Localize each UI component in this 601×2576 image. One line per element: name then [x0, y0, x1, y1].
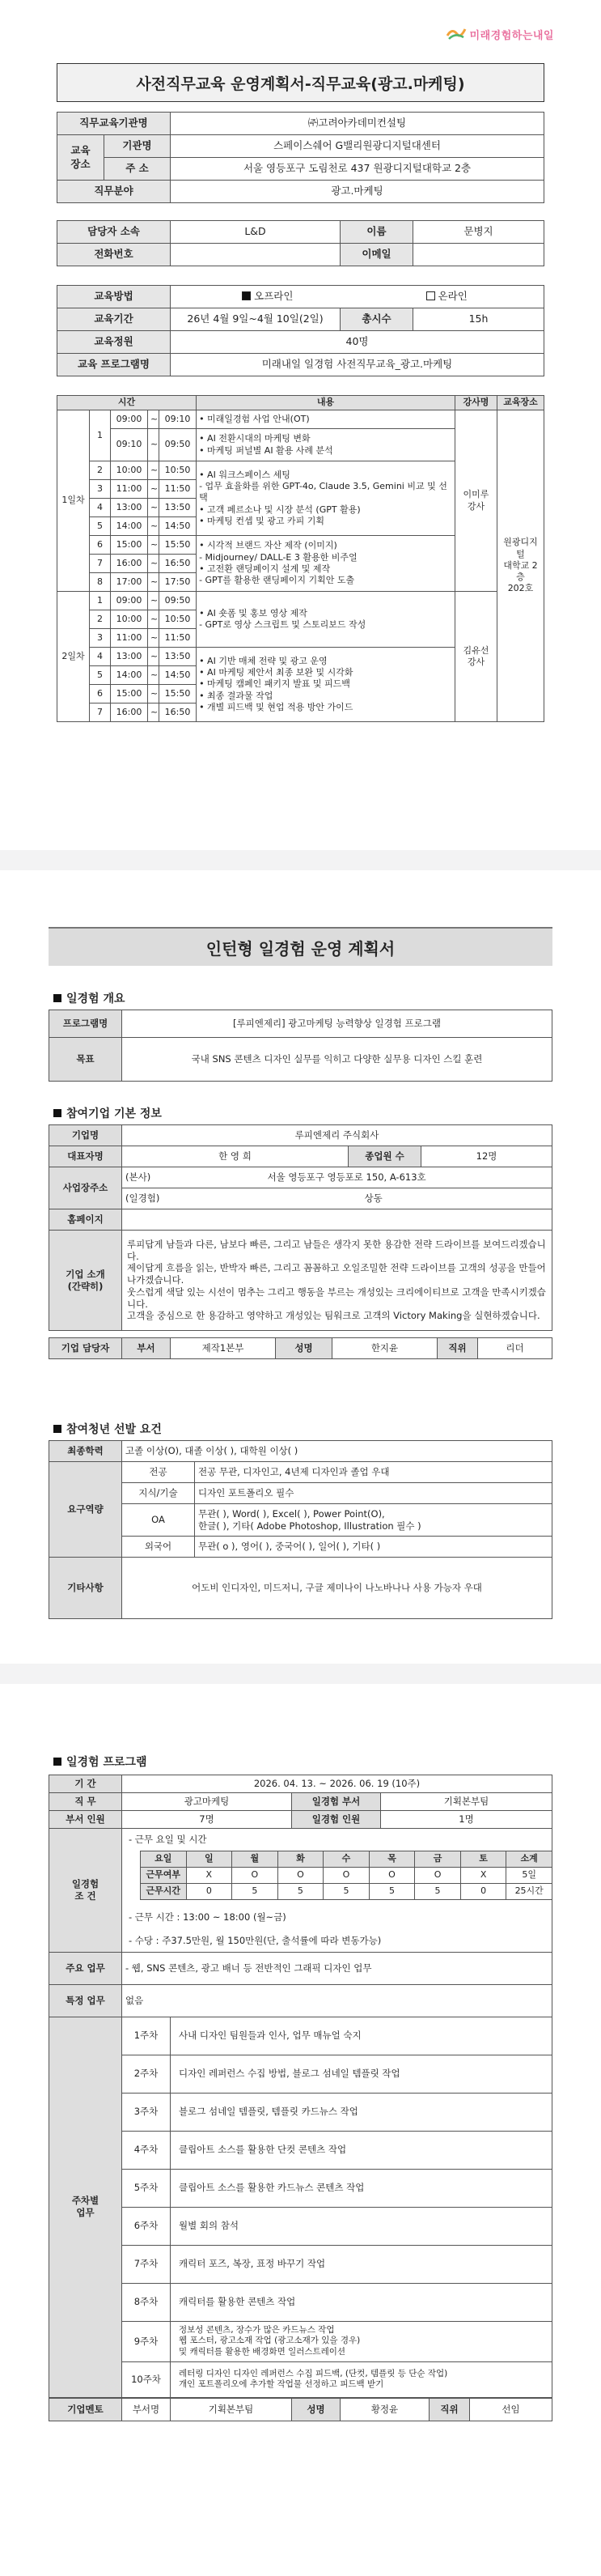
- institution-table: [57, 112, 544, 203]
- goal-value: 국내 SNS 콘텐츠 디자인 실무를 익히고 다양한 실무용 디자인 스킬 훈련: [122, 1038, 552, 1082]
- schedule-header-time: 시간: [57, 396, 197, 410]
- hours-cell: 0: [186, 1883, 232, 1899]
- ceo-value: 한 영 희: [122, 1146, 349, 1167]
- manager-dept-label: 담당자 소속: [57, 221, 171, 244]
- job-field-value: 광고.마케팅: [171, 181, 544, 203]
- tilde: ~: [148, 536, 159, 555]
- content-shortform: • AI 숏폼 및 홍보 영상 제작 - GPT로 영상 스크립트 및 스토리보드 작성: [197, 592, 455, 648]
- oa-label: OA: [122, 1504, 195, 1537]
- manager-phone-label: 전화번호: [57, 244, 171, 266]
- mentor-name-label: 성명: [292, 2398, 341, 2421]
- content-ot: • 미래일경험 사업 안내(OT): [197, 410, 455, 429]
- day2-label: 2일차: [57, 592, 90, 722]
- intro-value: 루피답게 남들과 다른, 남보다 빠른, 그리고 남들은 생각지 못한 용감한 전략 드라이브를 보여드리겠습니다. 제이답게 흐름을 읽는, 반박자 빠른, 그리고 꼼꼼하고 오일조밀한 전략 드라이브를 고객의 성공을 만들어 나가겠습니다. 웃스럽게 색달 있는 시선이 멈추는 그리고 행동을 부르는 개성있는 크리에이티브로 고객을 만족시키겠습니다. 고객을 중심으로 한 용감하고 영약하고 개성있는 팀워크로 고객의 Victory Making을 실현하겠습니다.: [122, 1231, 552, 1331]
- work-row-label: 근무여부: [141, 1867, 187, 1883]
- place-address-label: 주 소: [104, 158, 171, 181]
- session-end: 15:50: [159, 685, 197, 704]
- session-num: 5: [90, 517, 111, 536]
- session-start: 09:10: [111, 429, 148, 461]
- place-name-label: 기관명: [104, 135, 171, 158]
- manager-name-label: 성명: [276, 1338, 332, 1359]
- tilde: ~: [148, 480, 159, 499]
- session-start: 15:00: [111, 685, 148, 704]
- conditions-time: - 근무 시간 : 13:00 ~ 18:00 (월~금): [129, 1911, 286, 1923]
- place-name-value: 스페이스쉐어 G밸리원광디지털대센터: [171, 135, 544, 158]
- manager-phone-value: [171, 244, 341, 266]
- session-end: 17:50: [159, 573, 197, 592]
- goal-label: 목표: [49, 1038, 122, 1082]
- hours-cell: 5: [232, 1883, 278, 1899]
- day-header: 토: [460, 1851, 506, 1867]
- manager-position-label: 직위: [438, 1338, 478, 1359]
- week-label: 4주차: [122, 2131, 171, 2169]
- mentor-label: 기업멘토: [49, 2398, 122, 2421]
- manager-name-value: 문병지: [413, 221, 544, 244]
- job-label: 직 무: [49, 1793, 122, 1811]
- square-bullet-icon: [53, 1758, 61, 1766]
- special-task-value: 없음: [122, 1984, 552, 2017]
- company-table: [49, 1124, 552, 1359]
- address-hq-value: 서울 영등포구 영등포로 150, A-613호: [252, 1167, 552, 1188]
- program-name-label: 프로그램명: [49, 1010, 122, 1038]
- work-cell: X: [460, 1867, 506, 1883]
- session-start: 14:00: [111, 666, 148, 685]
- week-task: 사내 디자인 팀원들과 인사, 업무 매뉴얼 숙지: [171, 2017, 552, 2055]
- week-label: 5주차: [122, 2169, 171, 2207]
- special-task-label: 특정 업무: [49, 1984, 122, 2017]
- company-heading-text: 참여기업 기본 정보: [66, 1107, 162, 1120]
- session-end: 11:50: [159, 480, 197, 499]
- tilde: ~: [148, 517, 159, 536]
- session-start: 13:00: [111, 499, 148, 517]
- tilde: ~: [148, 648, 159, 666]
- square-bullet-icon: [53, 1425, 61, 1433]
- square-bullet-icon: [53, 994, 61, 1002]
- session-num: 3: [90, 629, 111, 648]
- tilde: ~: [148, 629, 159, 648]
- page-title: 사전직무교육 운영계획서-직무교육(광고.마케팅): [57, 63, 544, 102]
- week-task: 클립아트 소스를 활용한 단컷 콘텐츠 작업: [171, 2131, 552, 2169]
- week-label: 7주차: [122, 2245, 171, 2283]
- section-company-heading: [53, 1105, 162, 1121]
- dept-value: 기획본부팀: [381, 1793, 552, 1811]
- checkbox-empty-icon: [426, 291, 435, 300]
- week-task: 레터링 디자인 디자인 레퍼런스 수집 피드백, (단컷, 템플릿 등 단순 작업) 개인 포트폴리오에 추가할 작업물 선정하고 피드백 받기: [171, 2361, 552, 2397]
- day-header: 일: [186, 1851, 232, 1867]
- language-label: 외국어: [122, 1537, 195, 1558]
- manager-email-label: 이메일: [341, 244, 413, 266]
- session-num: 3: [90, 480, 111, 499]
- mentor-name-value: 황정윤: [341, 2398, 430, 2421]
- manager-dept-value: L&D: [171, 221, 341, 244]
- week-label: 10주차: [122, 2361, 171, 2397]
- session-end: 13:50: [159, 499, 197, 517]
- session-start: 13:00: [111, 648, 148, 666]
- session-end: 10:50: [159, 461, 197, 480]
- program-name-value: [루피엔제리] 광고마케팅 능력향상 일경험 프로그램: [122, 1010, 552, 1038]
- session-num: 8: [90, 573, 111, 592]
- hours-label: 총시수: [341, 308, 413, 331]
- manager-table: [57, 220, 544, 266]
- intern-count-label: 일경험 인원: [292, 1811, 381, 1829]
- work-cell: O: [232, 1867, 278, 1883]
- dept-count-label: 부서 인원: [49, 1811, 122, 1829]
- hours-row-label: 근무시간: [141, 1883, 187, 1899]
- content-visual: • 시각적 브랜드 자산 제작 (이미지) - Midjourney/ DALL-E 3 활용한 비주얼 • 고전환 랜딩페이지 설계 및 제작 - GPT를 활용한 랜딩페이지 기획안 도출: [197, 536, 455, 592]
- program-label: 교육 프로그램명: [57, 354, 171, 376]
- etc-label: 기타사항: [49, 1558, 122, 1619]
- intern-count-value: 1명: [381, 1811, 552, 1829]
- requirements-heading-text: 참여청년 선발 요건: [66, 1423, 162, 1436]
- session-end: 09:50: [159, 429, 197, 461]
- work-cell: X: [186, 1867, 232, 1883]
- place-address-value: 서울 영등포구 도림천로 437 원광디지털대학교 2층: [171, 158, 544, 181]
- session-end: 09:10: [159, 410, 197, 429]
- day-header: 소계: [506, 1851, 552, 1867]
- employees-value: 12명: [421, 1146, 552, 1167]
- period-value: 2026. 04. 13. ~ 2026. 06. 19 (10주): [122, 1775, 552, 1793]
- session-num: 6: [90, 536, 111, 555]
- task-value: - 웹, SNS 콘텐츠, 광고 배너 등 전반적인 그래픽 디자인 업무: [122, 1952, 552, 1984]
- company-name-label: 기업명: [49, 1125, 122, 1146]
- tilde: ~: [148, 555, 159, 573]
- session-start: 11:00: [111, 629, 148, 648]
- section-overview-heading: [53, 990, 125, 1006]
- square-bullet-icon: [53, 1109, 61, 1117]
- homepage-label: 홈페이지: [49, 1209, 122, 1231]
- logo-icon: [446, 26, 467, 42]
- major-label: 전공: [122, 1462, 195, 1483]
- week-task: 정보성 콘텐츠, 장수가 많은 카드뉴스 작업 웹 포스터, 광고소재 작업 (광고소재가 있을 경우) 및 캐릭터를 활용한 배경화면 일러스트레이션: [171, 2321, 552, 2361]
- manager-dept-value: 제작1본부: [171, 1338, 276, 1359]
- employees-label: 종업원 수: [349, 1146, 421, 1167]
- competency-label: 요구역량: [49, 1462, 122, 1558]
- tilde: ~: [148, 704, 159, 722]
- session-start: 09:00: [111, 410, 148, 429]
- hours-cell: 5: [324, 1883, 370, 1899]
- session-end: 14:50: [159, 517, 197, 536]
- page-1: [0, 0, 601, 850]
- day-header: 수: [324, 1851, 370, 1867]
- mentor-position-label: 직위: [430, 2398, 470, 2421]
- work-cell: O: [324, 1867, 370, 1883]
- week-task: 캐릭터를 활용한 콘텐츠 작업: [171, 2283, 552, 2321]
- checkbox-checked-icon: [242, 291, 251, 300]
- hours-value: 15h: [413, 308, 544, 331]
- section-program-heading: [53, 1753, 147, 1770]
- dept-label: 일경험 부서: [292, 1793, 381, 1811]
- session-num: 4: [90, 499, 111, 517]
- session-end: 15:50: [159, 536, 197, 555]
- place-group-label: 교육 장소: [57, 135, 104, 181]
- week-task: 디자인 레퍼런스 수집 방법, 블로그 섬네일 템플릿 작업: [171, 2055, 552, 2093]
- session-end: 09:50: [159, 592, 197, 610]
- address-work-value: 상동: [252, 1188, 552, 1209]
- instructor-2: 김유선 강사: [455, 592, 497, 722]
- address-hq-tag: (본사): [122, 1167, 252, 1188]
- tilde: ~: [148, 410, 159, 429]
- intern-plan-title: 인턴형 일경험 운영 계획서: [49, 927, 552, 966]
- address-label: 사업장주소: [49, 1167, 122, 1209]
- ceo-label: 대표자명: [49, 1146, 122, 1167]
- course-table: [57, 285, 544, 376]
- program-value: 미래내일 일경험 사전직무교육_광고.마케팅: [171, 354, 544, 376]
- session-end: 16:50: [159, 555, 197, 573]
- day-header: 화: [277, 1851, 324, 1867]
- tilde: ~: [148, 592, 159, 610]
- session-num: 6: [90, 685, 111, 704]
- program-table: [49, 1775, 552, 2421]
- program-heading-text: 일경험 프로그램: [66, 1756, 147, 1769]
- offline-label: 오프라인: [254, 290, 294, 303]
- work-cell: O: [369, 1867, 415, 1883]
- session-end: 11:50: [159, 629, 197, 648]
- place-value: 원광디지털 대학교 2층 202호: [497, 410, 544, 722]
- session-num: 4: [90, 648, 111, 666]
- conditions-label: 일경험 조 건: [49, 1829, 122, 1953]
- intro-label: 기업 소개 (간략히): [49, 1231, 122, 1331]
- page-2: [0, 870, 601, 1664]
- manager-name-label: 이름: [341, 221, 413, 244]
- work-cell: O: [415, 1867, 461, 1883]
- education-value: 고졸 이상(O), 대졸 이상( ), 대학원 이상( ): [122, 1441, 552, 1462]
- mentor-dept-label: 부서명: [122, 2398, 171, 2421]
- manager-name-value: 한지윤: [332, 1338, 438, 1359]
- content-ai-marketing: • AI 전환시대의 마케팅 변화 • 마케팅 퍼널별 AI 활용 사례 분석: [197, 429, 455, 461]
- work-days-table: [140, 1851, 552, 1900]
- language-value: 무관( o ), 영어( ), 중국어( ), 일어( ), 기타( ): [195, 1537, 552, 1558]
- week-task: 캐릭터 포즈, 복장, 표정 바꾸기 작업: [171, 2245, 552, 2283]
- education-label: 최종학력: [49, 1441, 122, 1462]
- method-label: 교육방법: [57, 286, 171, 308]
- tilde: ~: [148, 429, 159, 461]
- session-num: 2: [90, 461, 111, 480]
- week-label: 9주차: [122, 2321, 171, 2361]
- manager-email-value: [413, 244, 544, 266]
- task-label: 주요 업무: [49, 1952, 122, 1984]
- week-label: 2주차: [122, 2055, 171, 2093]
- week-label: 6주차: [122, 2207, 171, 2245]
- address-work-tag: (일경험): [122, 1188, 252, 1209]
- week-label: 8주차: [122, 2283, 171, 2321]
- schedule-header-place: 교육장소: [497, 396, 544, 410]
- offline-option[interactable]: [180, 290, 355, 303]
- week-task: 블로그 섬네일 템플릿, 템플릿 카드뉴스 작업: [171, 2093, 552, 2131]
- session-end: 10:50: [159, 610, 197, 629]
- etc-value: 어도비 인디자인, 미드저니, 구글 제미나이 나노바나나 사용 가능자 우대: [122, 1558, 552, 1619]
- section-requirements-heading: [53, 1421, 162, 1437]
- skill-value: 디자인 포트폴리오 필수: [195, 1483, 552, 1504]
- content-workspace: • AI 워크스페이스 세팅 - 업무 효율화를 위한 GPT-4o, Claude 3.5, Gemini 비교 및 선택 • 고객 페르소나 및 시장 분석 (GPT 활용) • 마케팅 컨셉 및 광고 카피 기획: [197, 461, 455, 536]
- hours-cell: 25시간: [506, 1883, 552, 1899]
- major-value: 전공 무관, 디자인고, 4년제 디자인과 졸업 우대: [195, 1462, 552, 1483]
- period-value: 26년 4월 9일~4월 10일(2일): [171, 308, 341, 331]
- online-label: 온라인: [438, 290, 468, 303]
- overview-table: [49, 1010, 552, 1082]
- session-num: 1: [90, 410, 111, 461]
- session-end: 14:50: [159, 666, 197, 685]
- day-header: 금: [415, 1851, 461, 1867]
- work-cell: O: [277, 1867, 324, 1883]
- overview-heading-text: 일경험 개요: [66, 993, 125, 1005]
- conditions-cell: [122, 1829, 552, 1953]
- week-label: 1주차: [122, 2017, 171, 2055]
- week-task: 클립아트 소스를 활용한 카드뉴스 콘텐츠 작업: [171, 2169, 552, 2207]
- session-start: 09:00: [111, 592, 148, 610]
- tilde: ~: [148, 685, 159, 704]
- hours-cell: 5: [369, 1883, 415, 1899]
- session-start: 16:00: [111, 704, 148, 722]
- tilde: ~: [148, 573, 159, 592]
- tilde: ~: [148, 610, 159, 629]
- session-num: 5: [90, 666, 111, 685]
- inst-name-label: 직무교육기관명: [57, 113, 171, 135]
- day1-label: 1일차: [57, 410, 90, 592]
- session-start: 10:00: [111, 461, 148, 480]
- work-cell: 5일: [506, 1867, 552, 1883]
- company-manager-label: 기업 담당자: [49, 1338, 122, 1359]
- session-start: 10:00: [111, 610, 148, 629]
- method-options: [171, 286, 544, 308]
- session-num: 2: [90, 610, 111, 629]
- session-start: 15:00: [111, 536, 148, 555]
- content-media-strategy: • AI 기반 매체 전략 및 광고 운영 • AI 마케팅 제안서 최종 보완 및 시각화 • 마케팅 캠페인 패키지 발표 및 피드백 • 최종 결과물 작업 • 개별 피드백 및 현업 적용 방안 가이드: [197, 648, 455, 722]
- inst-name-value: ㈜고려아카데미컨설팅: [171, 113, 544, 135]
- session-start: 11:00: [111, 480, 148, 499]
- session-start: 17:00: [111, 573, 148, 592]
- day-header: 월: [232, 1851, 278, 1867]
- weekly-label: 주차별 업무: [49, 2017, 122, 2397]
- manager-dept-label: 부서: [122, 1338, 171, 1359]
- homepage-value: [122, 1209, 552, 1231]
- job-value: 광고마케팅: [122, 1793, 292, 1811]
- manager-position-value: 리더: [478, 1338, 552, 1359]
- instructor-1: 이미루 강사: [455, 410, 497, 592]
- logo-text: 미래경험하는내일: [469, 29, 554, 42]
- day-header: 목: [369, 1851, 415, 1867]
- tilde: ~: [148, 461, 159, 480]
- dept-count-value: 7명: [122, 1811, 292, 1829]
- requirements-table: [49, 1440, 552, 1619]
- hours-cell: 0: [460, 1883, 506, 1899]
- schedule-header-content: 내용: [197, 396, 455, 410]
- session-start: 14:00: [111, 517, 148, 536]
- capacity-label: 교육정원: [57, 331, 171, 354]
- online-option[interactable]: [358, 290, 534, 303]
- week-label: 3주차: [122, 2093, 171, 2131]
- session-end: 16:50: [159, 704, 197, 722]
- logo: [446, 26, 554, 42]
- job-field-label: 직무분야: [57, 181, 171, 203]
- company-name-value: 루피엔제리 주식회사: [122, 1125, 552, 1146]
- oa-value: 무관( ), Word( ), Excel( ), Power Point(O), 한글( ), 기타( Adobe Photoshop, Illustration 필수 ): [195, 1504, 552, 1537]
- session-num: 1: [90, 592, 111, 610]
- mentor-position-value: 선임: [470, 2398, 552, 2421]
- hours-cell: 5: [415, 1883, 461, 1899]
- skill-label: 지식/기술: [122, 1483, 195, 1504]
- page-3: [0, 1684, 601, 2576]
- schedule-header-instructor: 강사명: [455, 396, 497, 410]
- tilde: ~: [148, 666, 159, 685]
- period-label: 교육기간: [57, 308, 171, 331]
- mentor-dept-value: 기획본부팀: [171, 2398, 292, 2421]
- schedule-table: [57, 395, 544, 722]
- period-label: 기 간: [49, 1775, 122, 1793]
- tilde: ~: [148, 499, 159, 517]
- day-header: 요일: [141, 1851, 187, 1867]
- capacity-value: 40명: [171, 331, 544, 354]
- week-task: 월별 회의 참석: [171, 2207, 552, 2245]
- conditions-intro: - 근무 요일 및 시간: [129, 1834, 207, 1845]
- session-start: 16:00: [111, 555, 148, 573]
- conditions-pay: - 수당 : 주37.5만원, 월 150만원(단, 출석률에 따라 변동가능): [129, 1934, 382, 1946]
- session-num: 7: [90, 704, 111, 722]
- session-end: 13:50: [159, 648, 197, 666]
- hours-cell: 5: [277, 1883, 324, 1899]
- session-num: 7: [90, 555, 111, 573]
